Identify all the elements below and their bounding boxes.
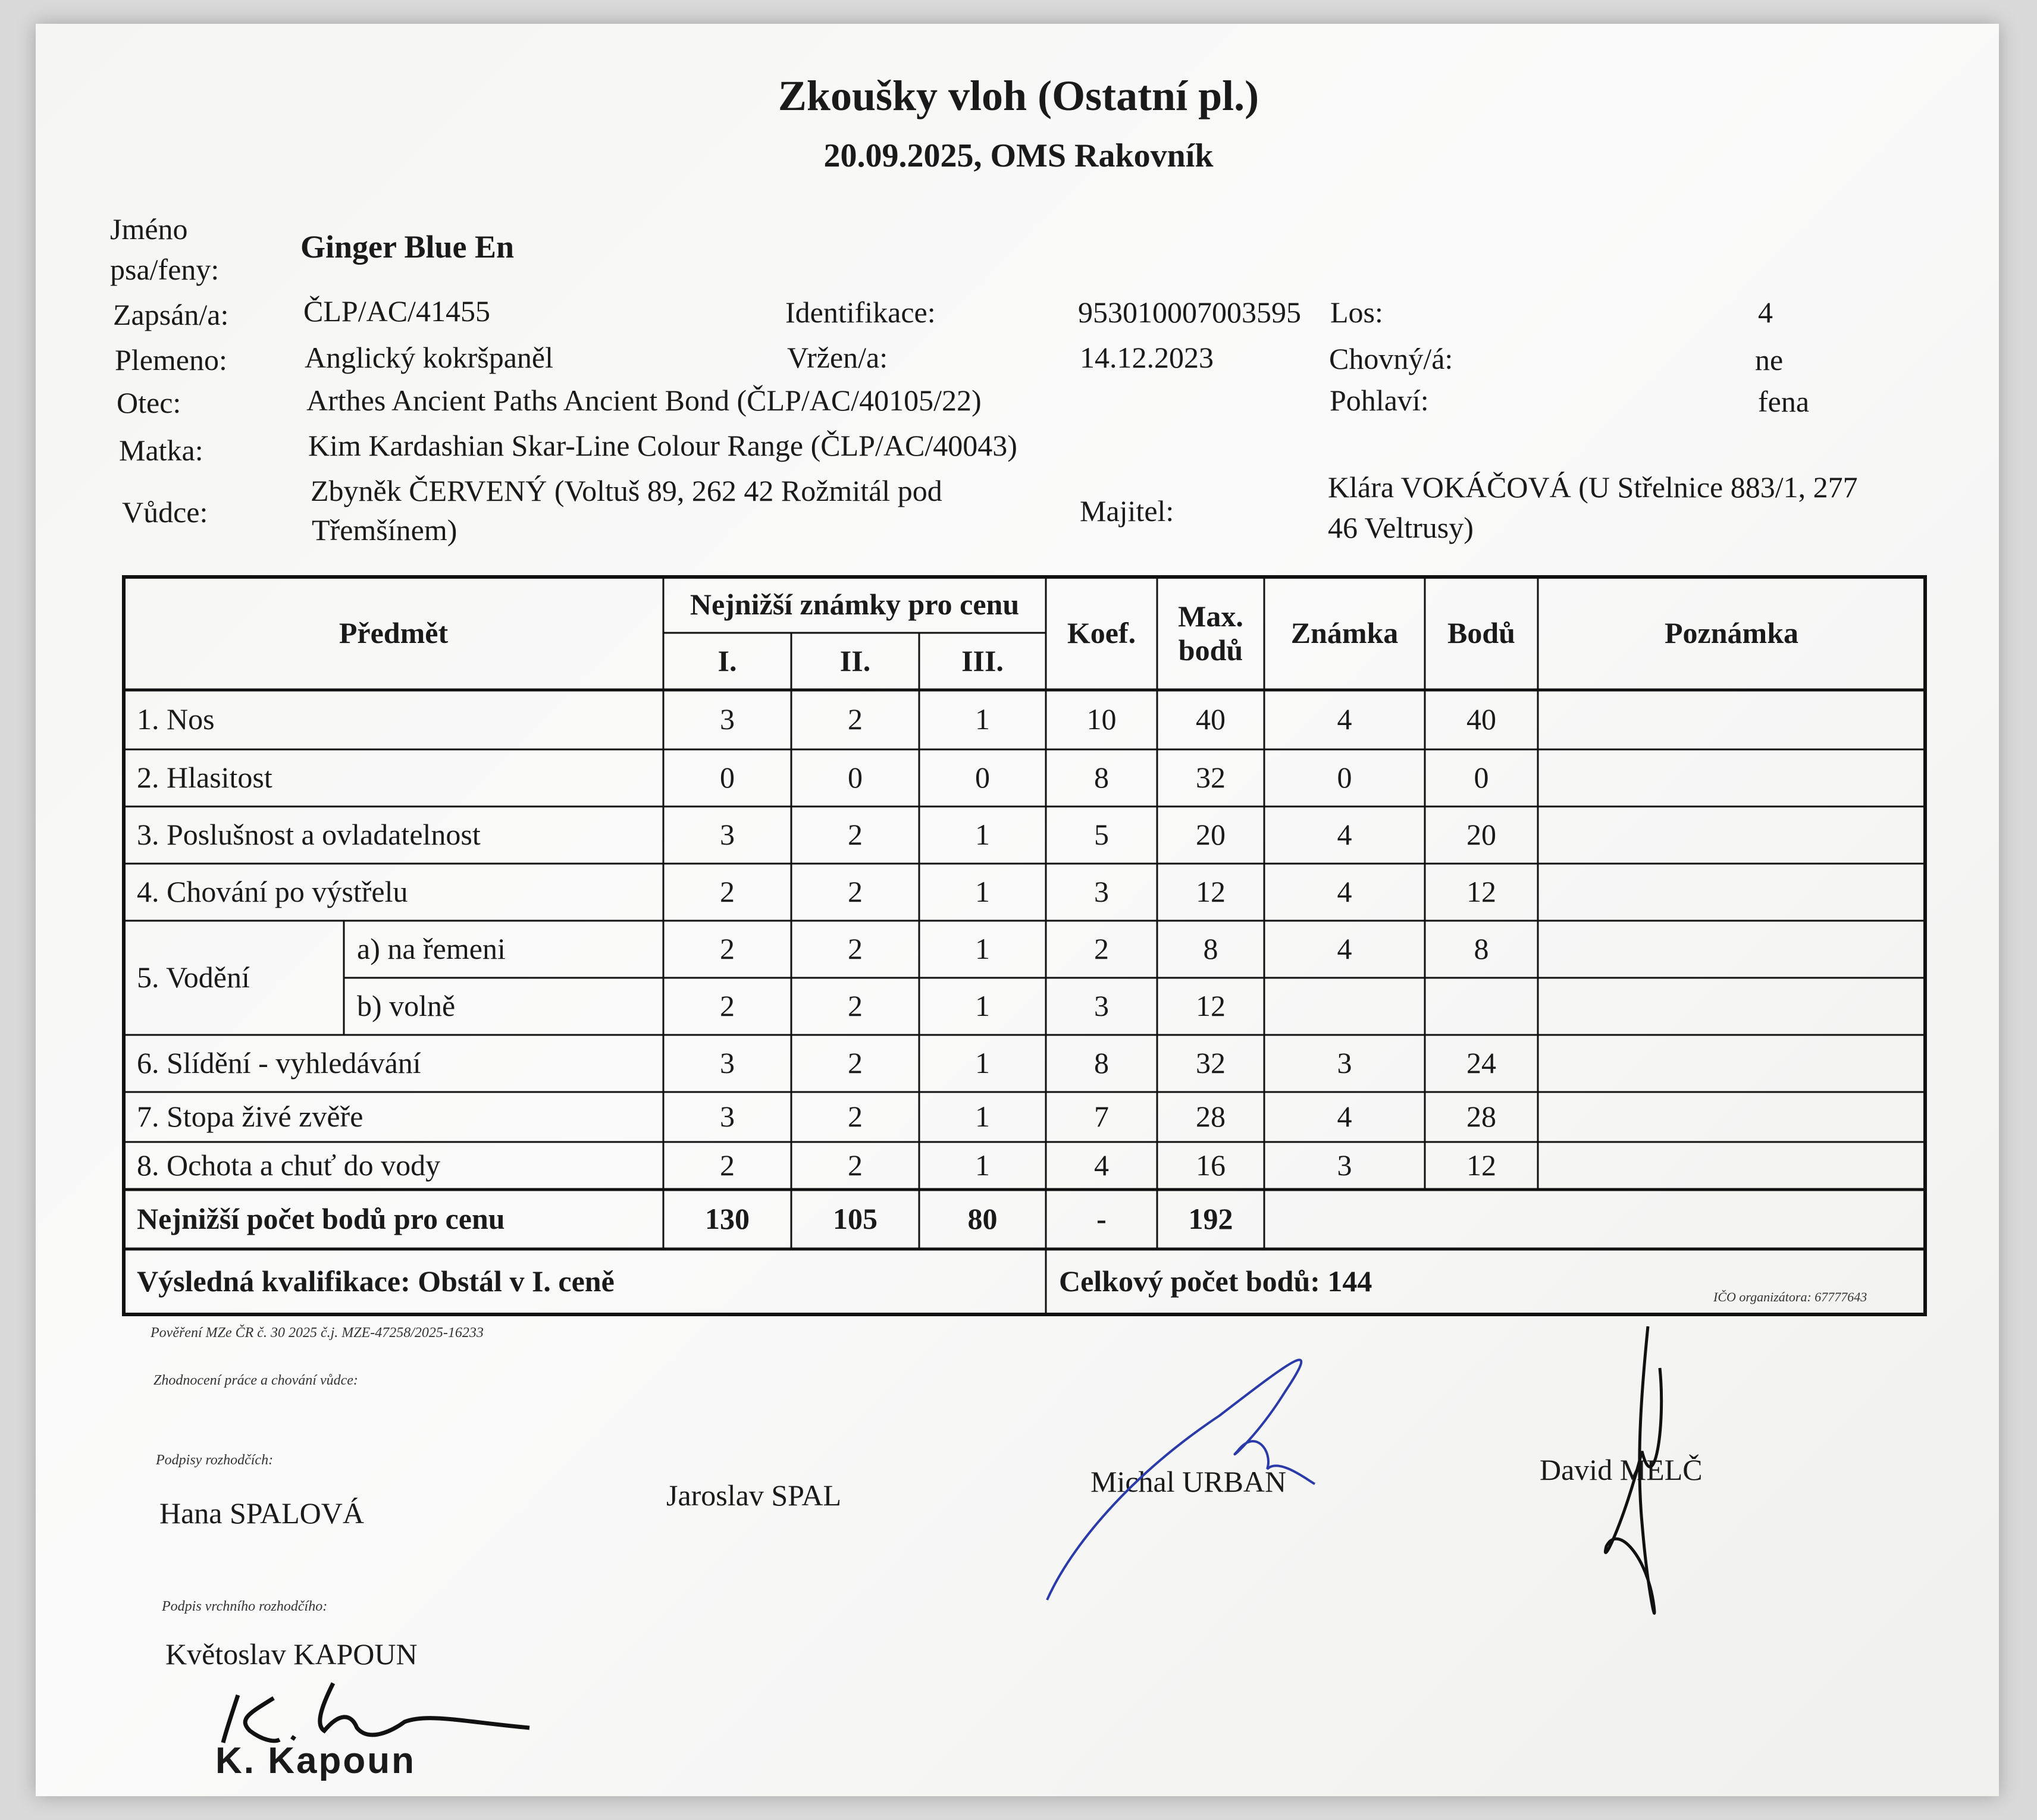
row-i: 2 — [720, 875, 735, 909]
born-label: Vržen/a: — [787, 341, 888, 374]
owner-label: Majitel: — [1080, 494, 1174, 528]
row-ii: 2 — [848, 875, 863, 909]
born-value: 14.12.2023 — [1080, 341, 1214, 374]
row-points: 8 — [1474, 932, 1489, 966]
header-koef: Koef. — [1067, 616, 1136, 650]
row-koef: 8 — [1094, 761, 1109, 795]
chief-judge-name: Květoslav KAPOUN — [165, 1637, 418, 1671]
row-subject: 6. Slídění - vyhledávání — [137, 1046, 421, 1080]
row-max: 8 — [1203, 932, 1218, 966]
row-i: 2 — [720, 1149, 735, 1182]
result-qualification: Výsledná kvalifikace: Obstál v I. ceně — [137, 1264, 615, 1298]
header-grade: Známka — [1290, 616, 1399, 650]
row-subject: 2. Hlasitost — [137, 761, 272, 795]
row-iii: 0 — [975, 761, 990, 795]
registered-label: Zapsán/a: — [113, 298, 229, 331]
sex-label: Pohlaví: — [1330, 384, 1429, 417]
los-label: Los: — [1330, 296, 1383, 329]
row-points: 12 — [1466, 1149, 1496, 1182]
row-grade: 4 — [1337, 875, 1352, 909]
row-koef: 3 — [1094, 875, 1109, 909]
header-points: Bodů — [1447, 616, 1515, 650]
breeding-value: ne — [1755, 343, 1784, 376]
row-points: 20 — [1466, 818, 1496, 852]
signature-melc — [1605, 1326, 1661, 1613]
row-max: 12 — [1196, 875, 1226, 909]
judge-3-name: Michal URBAN — [1090, 1465, 1287, 1498]
header-note: Poznámka — [1665, 616, 1798, 650]
id-label: Identifikace: — [785, 296, 936, 329]
row-koef: 7 — [1094, 1100, 1109, 1134]
row-iii: 1 — [975, 989, 990, 1023]
row-iii: 1 — [975, 818, 990, 852]
row-points: 12 — [1466, 875, 1496, 909]
row-grade: 3 — [1337, 1046, 1352, 1080]
row-i: 2 — [720, 989, 735, 1023]
row-ii: 2 — [848, 818, 863, 852]
row-iii: 1 — [975, 1046, 990, 1080]
row-i: 0 — [720, 761, 735, 795]
signature-urban — [1047, 1360, 1315, 1600]
row-points: 0 — [1474, 761, 1489, 795]
row-grade: 4 — [1337, 1100, 1352, 1134]
min-total-ii: 105 — [833, 1202, 878, 1236]
row-points: 28 — [1466, 1100, 1496, 1134]
row-max: 20 — [1196, 818, 1226, 852]
row-ii: 2 — [848, 932, 863, 966]
handler-label: Vůdce: — [122, 495, 208, 529]
dam-label: Matka: — [119, 434, 203, 467]
header-ii: II. — [839, 644, 871, 678]
judge-2-name: Jaroslav SPAL — [666, 1479, 842, 1512]
handler-value-1: Zbyněk ČERVENÝ (Voltuš 89, 262 42 Rožmitál pod — [311, 474, 942, 507]
header-max-line-2: bodů — [1178, 633, 1243, 667]
total-points: Celkový počet bodů: 144 — [1059, 1264, 1372, 1298]
handler-value-2: Třemšínem) — [312, 513, 457, 547]
header-subject: Předmět — [339, 616, 449, 650]
registered-value: ČLP/AC/41455 — [303, 294, 490, 328]
header-iii: III. — [961, 644, 1004, 678]
row-max: 40 — [1196, 702, 1226, 736]
name-label-1: Jméno — [110, 212, 188, 246]
dam-value: Kim Kardashian Skar-Line Colour Range (ČLP/AC/40043) — [308, 429, 1017, 462]
mandate-text: Pověření MZe ČR č. 30 2025 č.j. MZE-47258/2025-16233 — [151, 1325, 484, 1341]
row-ii: 2 — [848, 1100, 863, 1134]
row-ii: 0 — [848, 761, 863, 795]
judge-1-name: Hana SPALOVÁ — [159, 1496, 364, 1530]
row-points: 24 — [1466, 1046, 1496, 1080]
owner-value-1: Klára VOKÁČOVÁ (U Střelnice 883/1, 277 — [1328, 470, 1858, 504]
row-koef: 3 — [1094, 989, 1109, 1023]
row-max: 16 — [1196, 1149, 1226, 1182]
judge-4-name: David MELČ — [1540, 1453, 1703, 1486]
row-subject: b) volně — [357, 989, 456, 1023]
evaluation-label: Zhodnocení práce a chování vůdce: — [153, 1373, 358, 1388]
row-koef: 2 — [1094, 932, 1109, 966]
row-ii: 2 — [848, 702, 863, 736]
row-ii: 2 — [848, 1046, 863, 1080]
judges-label: Podpisy rozhodčích: — [156, 1452, 274, 1468]
row-i: 3 — [720, 1046, 735, 1080]
header-max-line-1: Max. — [1178, 599, 1243, 633]
los-value: 4 — [1758, 296, 1773, 329]
id-value: 953010007003595 — [1078, 296, 1301, 329]
row-max: 12 — [1196, 989, 1226, 1023]
row-max: 32 — [1196, 1046, 1226, 1080]
row-i: 3 — [720, 818, 735, 852]
row-subject: 3. Poslušnost a ovladatelnost — [137, 818, 481, 852]
name-label-2: psa/feny: — [110, 253, 220, 286]
row-grade: 4 — [1337, 702, 1352, 736]
breed-label: Plemeno: — [115, 343, 227, 376]
row-koef: 5 — [1094, 818, 1109, 852]
page-title: Zkoušky vloh (Ostatní pl.) — [778, 72, 1259, 120]
chief-judge-label: Podpis vrchního rozhodčího: — [162, 1599, 328, 1614]
row-koef: 10 — [1086, 702, 1117, 736]
row-grade: 4 — [1337, 932, 1352, 966]
header-min-grades: Nejnižší známky pro cenu — [690, 588, 1020, 622]
min-total-iii: 80 — [967, 1202, 998, 1236]
row-ii: 2 — [848, 989, 863, 1023]
group-5-label: 5. Vodění — [137, 961, 250, 994]
row-max: 28 — [1196, 1100, 1226, 1134]
row-max: 32 — [1196, 761, 1226, 795]
row-grade: 3 — [1337, 1149, 1352, 1182]
row-subject: a) na řemeni — [357, 932, 506, 966]
min-total-max: 192 — [1188, 1202, 1233, 1236]
row-points: 40 — [1466, 702, 1496, 736]
sex-value: fena — [1758, 385, 1810, 418]
row-subject: 7. Stopa živé zvěře — [137, 1100, 363, 1134]
row-i: 2 — [720, 932, 735, 966]
row-koef: 4 — [1094, 1149, 1109, 1182]
row-ii: 2 — [848, 1149, 863, 1182]
page-subtitle: 20.09.2025, OMS Rakovník — [823, 137, 1214, 174]
breed-value: Anglický kokršpaněl — [305, 341, 553, 374]
row-i: 3 — [720, 1100, 735, 1134]
signature-kapoun — [223, 1683, 529, 1743]
min-total-i: 130 — [705, 1202, 750, 1236]
row-iii: 1 — [975, 932, 990, 966]
row-subject: 8. Ochota a chuť do vody — [137, 1149, 441, 1182]
sire-value: Arthes Ancient Paths Ancient Bond (ČLP/AC/40105/22) — [306, 384, 982, 417]
min-total-koef: - — [1096, 1202, 1107, 1236]
breeding-label: Chovný/á: — [1329, 342, 1453, 375]
row-iii: 1 — [975, 702, 990, 736]
row-iii: 1 — [975, 875, 990, 909]
row-koef: 8 — [1094, 1046, 1109, 1080]
header-i: I. — [717, 644, 737, 678]
row-subject: 1. Nos — [137, 702, 215, 736]
stamp-kapoun: K. Kapoun — [215, 1740, 416, 1781]
row-i: 3 — [720, 702, 735, 736]
organizer-ico: IČO organizátora: 67777643 — [1713, 1289, 1867, 1304]
owner-value-2: 46 Veltrusy) — [1328, 511, 1474, 544]
row-grade: 0 — [1337, 761, 1352, 795]
row-subject: 4. Chování po výstřelu — [137, 875, 408, 909]
row-iii: 1 — [975, 1149, 990, 1182]
row-iii: 1 — [975, 1100, 990, 1134]
dog-name: Ginger Blue En — [300, 229, 515, 265]
min-total-label: Nejnižší počet bodů pro cenu — [137, 1202, 505, 1236]
row-grade: 4 — [1337, 818, 1352, 852]
sire-label: Otec: — [117, 386, 181, 419]
